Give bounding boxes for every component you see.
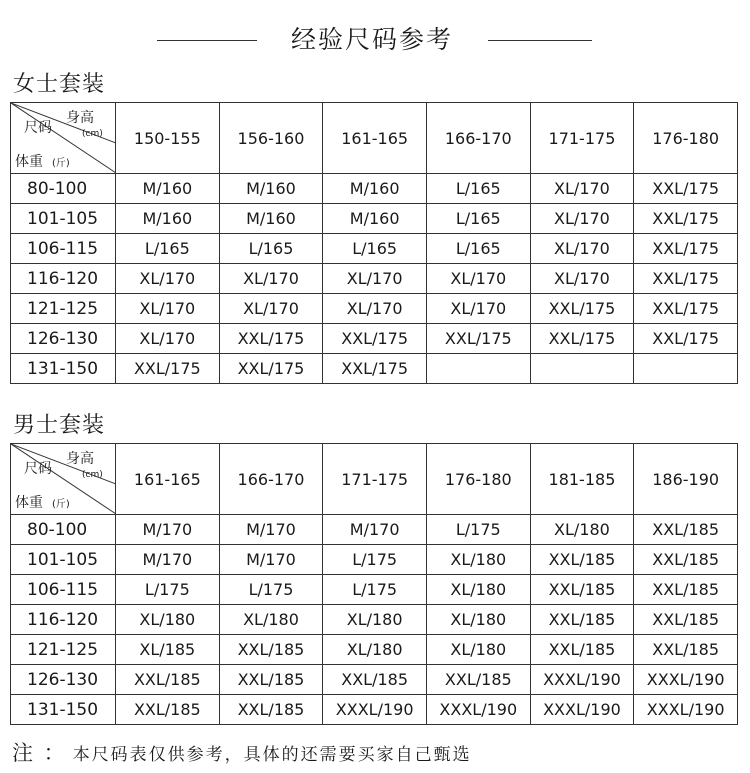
size-cell: L/165 — [323, 234, 427, 264]
size-cell: M/170 — [323, 515, 427, 545]
table-row — [11, 234, 738, 264]
size-cell: XXL/175 — [634, 234, 738, 264]
header-row — [11, 444, 738, 515]
page-title-row — [0, 18, 750, 62]
women-size-table — [10, 102, 738, 384]
height-header-cell: 156-160 — [219, 103, 323, 174]
corner-size-label: 尺码 — [24, 120, 52, 136]
size-cell: M/170 — [219, 515, 323, 545]
table-row — [11, 515, 738, 545]
size-cell: XL/170 — [116, 324, 220, 354]
height-header-cell: 176-180 — [634, 103, 738, 174]
size-cell: M/160 — [323, 204, 427, 234]
size-cell: L/165 — [219, 234, 323, 264]
disclaimer-note — [12, 737, 472, 767]
corner-height-label: 身高 — [66, 451, 94, 467]
corner-cell — [11, 103, 116, 174]
weight-cell: 121-125 — [11, 294, 116, 324]
size-cell: L/175 — [219, 575, 323, 605]
size-cell: XL/170 — [323, 294, 427, 324]
size-cell: XL/180 — [219, 605, 323, 635]
height-header-cell: 171-175 — [530, 103, 634, 174]
weight-cell: 116-120 — [11, 605, 116, 635]
size-cell: XXL/185 — [426, 665, 530, 695]
size-cell: XXXL/190 — [634, 695, 738, 725]
title-rule-left — [157, 40, 257, 41]
height-header-cell: 166-170 — [219, 444, 323, 515]
size-cell: XL/180 — [530, 515, 634, 545]
size-cell: XXL/175 — [634, 324, 738, 354]
weight-cell: 106-115 — [11, 234, 116, 264]
height-header-cell: 171-175 — [323, 444, 427, 515]
corner-cm-unit: (cm) — [82, 129, 103, 139]
weight-cell: 106-115 — [11, 575, 116, 605]
weight-cell: 131-150 — [11, 695, 116, 725]
size-cell: L/165 — [426, 204, 530, 234]
weight-cell: 121-125 — [11, 635, 116, 665]
size-cell: XXL/185 — [634, 635, 738, 665]
size-cell: XL/180 — [323, 635, 427, 665]
size-cell: XXL/185 — [634, 545, 738, 575]
table-row — [11, 354, 738, 384]
size-cell: XXL/185 — [116, 695, 220, 725]
height-header-cell: 181-185 — [530, 444, 634, 515]
size-cell: XL/170 — [426, 264, 530, 294]
size-cell: XXXL/190 — [426, 695, 530, 725]
corner-cell — [11, 444, 116, 515]
size-cell: XXL/185 — [219, 635, 323, 665]
size-cell: XXL/185 — [530, 575, 634, 605]
table-row — [11, 294, 738, 324]
table-row — [11, 204, 738, 234]
weight-cell: 101-105 — [11, 545, 116, 575]
height-header-cell: 176-180 — [426, 444, 530, 515]
weight-cell: 80-100 — [11, 174, 116, 204]
size-cell: XXXL/190 — [530, 665, 634, 695]
size-cell: XL/170 — [530, 264, 634, 294]
corner-weight-label: 体重 — [15, 495, 43, 511]
size-cell: XXL/175 — [116, 354, 220, 384]
size-cell: XL/180 — [323, 605, 427, 635]
size-cell: L/165 — [426, 234, 530, 264]
weight-cell: 126-130 — [11, 665, 116, 695]
height-header-cell: 161-165 — [323, 103, 427, 174]
note-mark: 注 ： — [12, 741, 67, 765]
size-cell — [530, 354, 634, 384]
size-cell: XXL/175 — [219, 324, 323, 354]
size-cell: XXL/175 — [323, 354, 427, 384]
corner-size-label: 尺码 — [24, 461, 52, 477]
size-cell: XXL/185 — [219, 665, 323, 695]
table-row — [11, 174, 738, 204]
size-cell: M/160 — [116, 204, 220, 234]
size-cell: XXL/185 — [634, 575, 738, 605]
size-cell: XXL/185 — [530, 635, 634, 665]
size-cell: XL/180 — [426, 575, 530, 605]
size-cell: L/165 — [116, 234, 220, 264]
height-header-cell: 166-170 — [426, 103, 530, 174]
height-header-cell: 150-155 — [116, 103, 220, 174]
size-cell: XL/180 — [116, 605, 220, 635]
weight-cell: 126-130 — [11, 324, 116, 354]
size-cell: L/165 — [426, 174, 530, 204]
size-cell: M/170 — [116, 545, 220, 575]
men-size-table — [10, 443, 738, 725]
size-cell: XL/180 — [426, 605, 530, 635]
size-cell: M/160 — [323, 174, 427, 204]
size-cell: L/175 — [323, 545, 427, 575]
size-cell: M/160 — [116, 174, 220, 204]
size-cell: L/175 — [426, 515, 530, 545]
size-cell: XXL/185 — [634, 605, 738, 635]
women-section-heading: 女士套装 — [13, 72, 106, 97]
corner-weight-label: 体重 — [15, 154, 43, 170]
size-cell: L/175 — [323, 575, 427, 605]
table-row — [11, 635, 738, 665]
size-cell: XL/185 — [116, 635, 220, 665]
size-cell — [634, 354, 738, 384]
size-cell: XXL/175 — [634, 264, 738, 294]
note-text: 本尺码表仅供参考，具体的还需要买家自己甄选 — [72, 745, 472, 765]
page-title: 经验尺码参考 — [290, 25, 453, 54]
size-cell: XXL/185 — [530, 545, 634, 575]
size-cell: XXL/185 — [116, 665, 220, 695]
size-cell: XL/170 — [219, 294, 323, 324]
table-row — [11, 545, 738, 575]
size-cell: XXXL/190 — [530, 695, 634, 725]
size-cell: XXL/175 — [323, 324, 427, 354]
size-cell: XL/170 — [219, 264, 323, 294]
size-cell: XXL/175 — [634, 294, 738, 324]
men-section-heading: 男士套装 — [13, 413, 106, 438]
size-cell: XXXL/190 — [323, 695, 427, 725]
corner-jin-unit: (斤) — [52, 158, 70, 169]
size-cell: M/170 — [116, 515, 220, 545]
size-cell: XXL/185 — [323, 665, 427, 695]
weight-cell: 101-105 — [11, 204, 116, 234]
height-header-cell: 161-165 — [116, 444, 220, 515]
table-row — [11, 665, 738, 695]
table-row — [11, 264, 738, 294]
size-cell: XXL/175 — [530, 324, 634, 354]
size-cell: XL/180 — [426, 635, 530, 665]
size-cell: XXL/175 — [426, 324, 530, 354]
title-rule-right — [488, 40, 592, 41]
size-cell: XL/170 — [530, 204, 634, 234]
size-cell: XL/180 — [426, 545, 530, 575]
size-cell: XL/170 — [323, 264, 427, 294]
size-cell: XXL/185 — [530, 605, 634, 635]
size-cell: L/175 — [116, 575, 220, 605]
weight-cell: 131-150 — [11, 354, 116, 384]
height-header-cell: 186-190 — [634, 444, 738, 515]
size-cell: XXL/175 — [634, 174, 738, 204]
weight-cell: 80-100 — [11, 515, 116, 545]
size-cell: M/160 — [219, 174, 323, 204]
size-cell: XXL/175 — [219, 354, 323, 384]
table-row — [11, 605, 738, 635]
weight-cell: 116-120 — [11, 264, 116, 294]
size-cell: XXXL/190 — [634, 665, 738, 695]
size-cell: XL/170 — [530, 174, 634, 204]
size-cell: M/170 — [219, 545, 323, 575]
size-cell: XXL/175 — [530, 294, 634, 324]
size-cell: XXL/185 — [219, 695, 323, 725]
size-cell: M/160 — [219, 204, 323, 234]
header-row — [11, 103, 738, 174]
size-cell: XL/170 — [116, 294, 220, 324]
corner-cm-unit: (cm) — [82, 470, 103, 480]
size-cell — [426, 354, 530, 384]
size-cell: XL/170 — [530, 234, 634, 264]
corner-jin-unit: (斤) — [52, 499, 70, 510]
size-cell: XXL/175 — [634, 204, 738, 234]
size-cell: XL/170 — [426, 294, 530, 324]
table-row — [11, 324, 738, 354]
table-row — [11, 695, 738, 725]
table-row — [11, 575, 738, 605]
size-cell: XXL/185 — [634, 515, 738, 545]
corner-height-label: 身高 — [66, 110, 94, 126]
size-cell: XL/170 — [116, 264, 220, 294]
